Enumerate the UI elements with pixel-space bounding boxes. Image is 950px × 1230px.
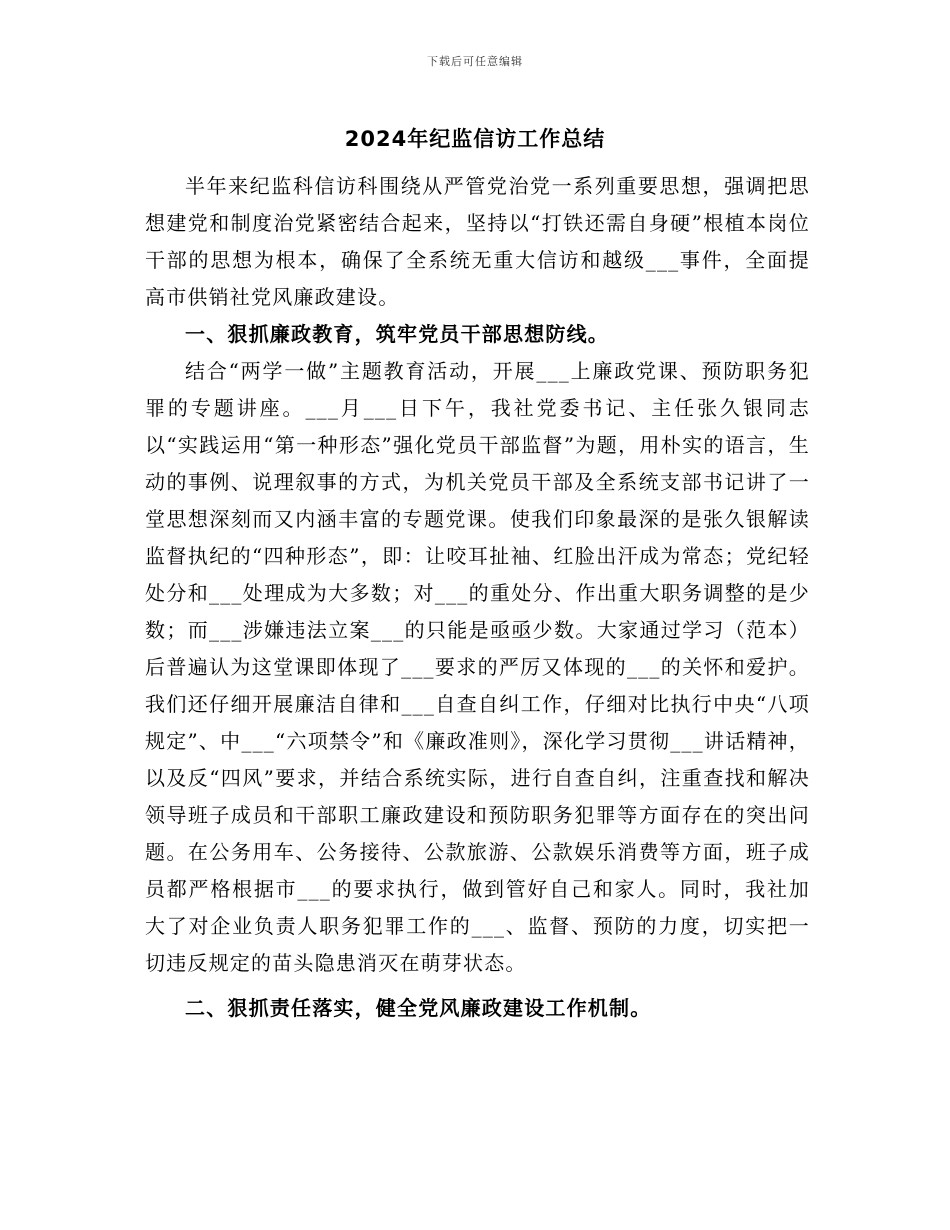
section-2-heading: 二、狠抓责任落实，健全党风廉政建设工作机制。: [185, 996, 652, 1020]
document-body: [145, 168, 810, 1027]
section-1-paragraph: 结合“两学一做”主题教育活动，开展___上廉政党课、预防职务犯罪的专题讲座。___月___日下午，我社党委书记、主任张久银同志以“实践运用“第一种形态”强化党员干部监督”为题，用朴实的语言，生动的事例、说理叙事的方式，为机关党员干部及全系统支部书记讲了一堂思想深刻而又内涵丰富的专题党课。使我们印象最深的是张久银解读监督执纪的“四种形态”，即：让咬耳扯袖、红脸出汗成为常态；党纪轻处分和___处理成为大多数；对___的重处分、作出重大职务调整的是少数；而___涉嫌违法立案___的只能是亟亟少数。大家通过学习（范本）后普遍认为这堂课即体现了___要求的严厉又体现的___的关怀和爱护。我们还仔细开展廉洁自律和___自查自纠工作，仔细对比执行中央“八项规定”、中___“六项禁令”和《廉政准则》，深化学习贯彻___讲话精神，以及反“四风”要求，并结合系统实际，进行自查自纠，注重查找和解决领导班子成员和干部职工廉政建设和预防职务犯罪等方面存在的突出问题。在公务用车、公务接待、公款旅游、公款娱乐消费等方面，班子成员都严格根据市___的要求执行，做到管好自己和家人。同时，我社加大了对企业负责人职务犯罪工作的___、监督、预防的力度，切实把一切违反规定的苗头隐患消灭在萌芽状态。: [145, 359, 810, 975]
intro-paragraph: 半年来纪监科信访科围绕从严管党治党一系列重要思想，强调把思想建党和制度治党紧密结合起来，坚持以“打铁还需自身硬”根植本岗位干部的思想为根本，确保了全系统无重大信访和越级___事件，全面提高市供销社党风廉政建设。: [145, 174, 810, 309]
document-title: 2024年纪监信访工作总结: [344, 127, 606, 151]
page-header-note: 下载后可任意编辑: [427, 55, 523, 68]
section-1-heading: 一、狠抓廉政教育，筑牢党员干部思想防线。: [185, 322, 609, 346]
